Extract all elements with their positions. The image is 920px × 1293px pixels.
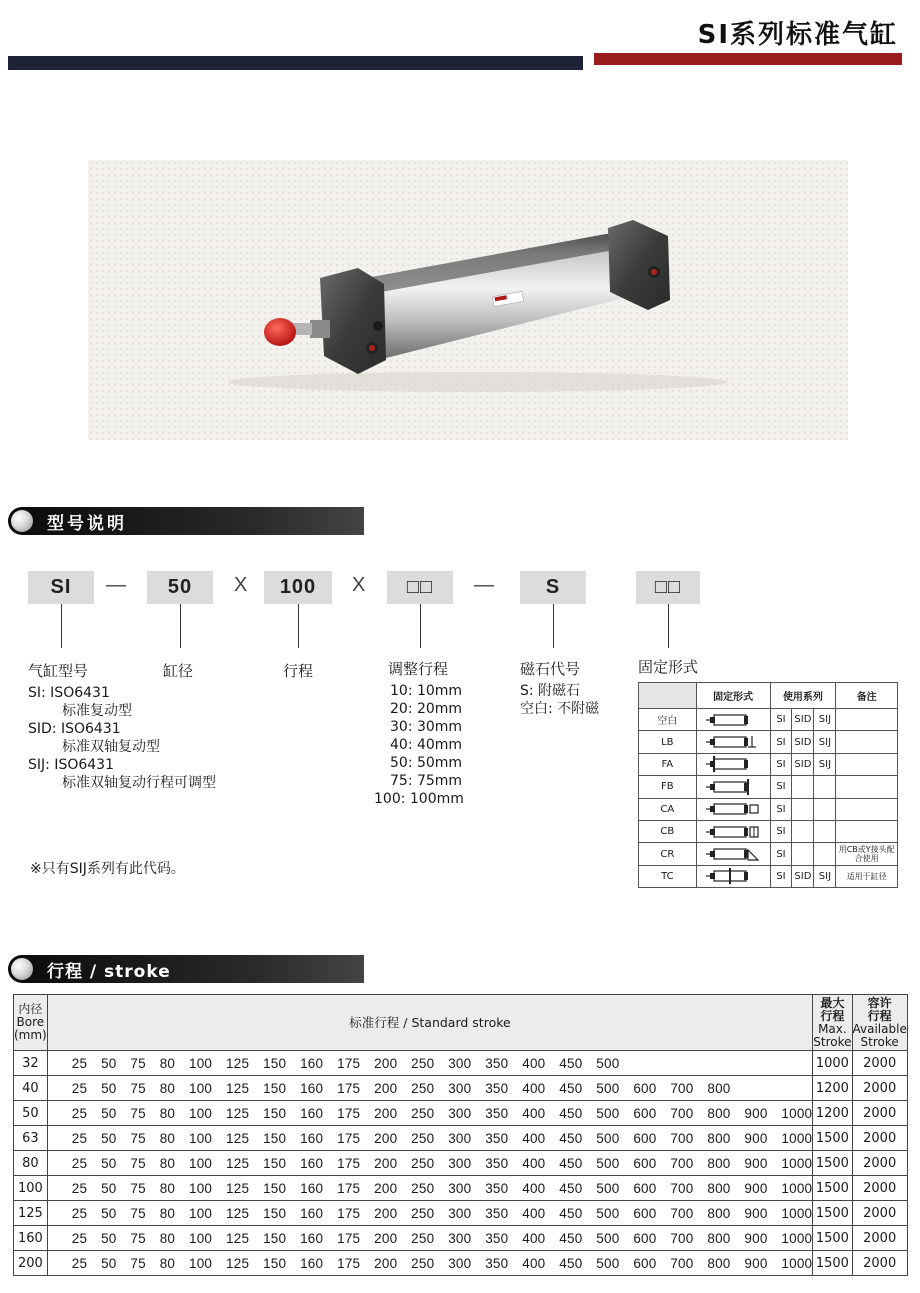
mount-series: SI (770, 865, 792, 887)
cylinder-foot-mount-icon (706, 734, 760, 750)
mount-table-row (639, 820, 898, 842)
mount-series: SIJ (814, 753, 836, 775)
stroke-table-row (14, 1201, 908, 1226)
header-available-line: 行程 (867, 1008, 892, 1023)
bullet-icon (11, 510, 33, 532)
series-note: ※只有SIJ系列有此代码。 (30, 861, 185, 877)
mount-type-table (638, 682, 898, 888)
stroke-table-row (14, 1126, 908, 1151)
mount-series: SI (770, 820, 792, 842)
mount-icon-cell (696, 865, 770, 887)
standard-strokes (47, 1201, 813, 1226)
mount-table-row (639, 798, 898, 820)
standard-strokes-text: 25 50 75 80 100 125 150 160 175 200 250 300 350 400 450 500 (71, 1055, 620, 1071)
mount-series (814, 843, 836, 865)
standard-strokes (47, 1251, 813, 1276)
mount-series (814, 776, 836, 798)
available-stroke-value: 2000 (852, 1076, 907, 1101)
available-stroke-value: 2000 (852, 1101, 907, 1126)
mount-icon-cell (696, 731, 770, 753)
adjust-stroke-block (374, 660, 464, 808)
header-max-line: 行程 (820, 1008, 845, 1023)
leader-line (61, 604, 62, 648)
code-box-series: SI (28, 571, 94, 604)
mount-remark: 用CB或Y接头配合使用 (836, 843, 898, 865)
mount-series: SIJ (814, 731, 836, 753)
mount-code: 空白 (639, 709, 697, 731)
available-stroke-value: 2000 (852, 1176, 907, 1201)
available-stroke-value: 2000 (852, 1201, 907, 1226)
mount-icon-cell (696, 820, 770, 842)
mount-remark (836, 709, 898, 731)
header-rule-navy (8, 56, 583, 70)
max-stroke-value: 1500 (813, 1126, 852, 1151)
adjust-stroke-line: 20: 20mm (390, 701, 463, 717)
mount-code: LB (639, 731, 697, 753)
magnet-line: S: 附磁石 (520, 683, 581, 699)
adjust-stroke-title: 调整行程 (388, 660, 449, 678)
mount-icon-cell (696, 776, 770, 798)
max-stroke-value: 1500 (813, 1226, 852, 1251)
mount-table-corner (639, 683, 697, 709)
mount-header-remark: 备注 (836, 683, 898, 709)
model-type-line: SIJ: ISO6431 (28, 757, 114, 773)
standard-strokes (47, 1226, 813, 1251)
stroke-table-row (14, 1051, 908, 1076)
stroke-table-header (14, 995, 908, 1051)
model-type-line: SID: ISO6431 (28, 721, 121, 737)
bore-value: 50 (14, 1101, 48, 1126)
mount-remark (836, 820, 898, 842)
mount-table-header (639, 683, 898, 709)
code-separator: X (234, 574, 248, 596)
header-bore (14, 995, 48, 1051)
header-max-line: Max. (818, 1021, 847, 1036)
bore-value: 100 (14, 1176, 48, 1201)
cylinder-photo-illustration (88, 160, 848, 440)
standard-strokes-text: 25 50 75 80 100 125 150 160 175 200 250 300 350 400 450 500 600 700 800 900 1000 (71, 1180, 813, 1196)
mount-code: TC (639, 865, 697, 887)
bore-block (163, 662, 193, 684)
mount-series: SID (792, 753, 814, 775)
mount-header-series: 使用系列 (770, 683, 836, 709)
max-stroke-value: 1200 (813, 1101, 852, 1126)
cylinder-rear-flange-icon (706, 779, 760, 795)
stroke-table-row (14, 1101, 908, 1126)
mount-table-row (639, 865, 898, 887)
mount-code: FA (639, 753, 697, 775)
available-stroke-value: 2000 (852, 1226, 907, 1251)
mount-series: SID (792, 709, 814, 731)
mount-code: CA (639, 798, 697, 820)
bullet-icon (11, 958, 33, 980)
adjust-stroke-line: 50: 50mm (390, 755, 463, 771)
available-stroke-value: 2000 (852, 1151, 907, 1176)
standard-strokes (47, 1176, 813, 1201)
stroke-table-row (14, 1176, 908, 1201)
cylinder-basic-icon (706, 712, 760, 728)
code-box-mount: □□ (636, 571, 700, 604)
cylinder-single-clevis-icon (706, 801, 760, 817)
stroke-table (13, 994, 908, 1276)
cylinder-double-clevis-icon (706, 824, 760, 840)
code-separator: X (352, 574, 366, 596)
model-type-line: 标准双轴复动型 (62, 739, 160, 755)
standard-strokes (47, 1076, 813, 1101)
model-type-title: 气缸型号 (28, 662, 89, 680)
mount-code: CB (639, 820, 697, 842)
bore-value: 160 (14, 1226, 48, 1251)
bore-value: 80 (14, 1151, 48, 1176)
stroke-title: 行程 (283, 662, 314, 680)
code-box-adjust: □□ (387, 571, 453, 604)
max-stroke-value: 1500 (813, 1176, 852, 1201)
cylinder-clevis-bracket-icon (706, 846, 760, 862)
header-max-stroke (813, 995, 852, 1051)
mount-icon-cell (696, 798, 770, 820)
adjust-stroke-line: 30: 30mm (390, 719, 463, 735)
mount-series (792, 820, 814, 842)
leader-line (180, 604, 181, 648)
mount-series: SI (770, 753, 792, 775)
mount-table-row (639, 731, 898, 753)
standard-strokes (47, 1051, 813, 1076)
standard-strokes-text: 25 50 75 80 100 125 150 160 175 200 250 300 350 400 450 500 600 700 800 900 1000 (71, 1230, 813, 1246)
mount-table-row (639, 843, 898, 865)
leader-line (420, 604, 421, 648)
mount-icon-cell (696, 753, 770, 775)
mount-code: FB (639, 776, 697, 798)
standard-strokes-text: 25 50 75 80 100 125 150 160 175 200 250 300 350 400 450 500 600 700 800 (71, 1080, 731, 1096)
available-stroke-value: 2000 (852, 1126, 907, 1151)
max-stroke-value: 1500 (813, 1251, 852, 1276)
code-box-stroke: 100 (264, 571, 332, 604)
leader-line (553, 604, 554, 648)
header-max-line: Stroke (813, 1034, 852, 1049)
mount-series (792, 798, 814, 820)
header-available-line: 容许 (867, 995, 892, 1010)
mount-remark: 适用于缸径 (836, 865, 898, 887)
max-stroke-value: 1500 (813, 1201, 852, 1226)
cylinder-front-flange-icon (706, 756, 760, 772)
max-stroke-value: 1000 (813, 1051, 852, 1076)
mount-icon-cell (696, 709, 770, 731)
mount-table-row (639, 753, 898, 775)
mount-series: SI (770, 798, 792, 820)
header-bore-line: 内径 (18, 1002, 43, 1016)
mount-table-row (639, 776, 898, 798)
section-header-model (8, 507, 364, 535)
model-type-line: 标准复动型 (62, 703, 132, 719)
mount-title: 固定形式 (638, 658, 699, 676)
max-stroke-value: 1500 (813, 1151, 852, 1176)
header-available-line: Available (852, 1021, 907, 1036)
mount-remark (836, 731, 898, 753)
standard-strokes-text: 25 50 75 80 100 125 150 160 175 200 250 300 350 400 450 500 600 700 800 900 1000 (71, 1155, 813, 1171)
adjust-stroke-line: 40: 40mm (390, 737, 463, 753)
standard-strokes (47, 1126, 813, 1151)
model-type-line: SI: ISO6431 (28, 685, 110, 701)
stroke-block (283, 662, 313, 684)
mount-code: CR (639, 843, 697, 865)
code-separator: — (474, 574, 494, 596)
header-max-line: 最大 (820, 995, 845, 1010)
mount-header-form: 固定形式 (696, 683, 770, 709)
mount-series: SI (770, 709, 792, 731)
code-box-bore: 50 (147, 571, 213, 604)
magnet-block (520, 660, 599, 718)
mount-series: SIJ (814, 709, 836, 731)
mount-series: SI (770, 776, 792, 798)
available-stroke-value: 2000 (852, 1251, 907, 1276)
model-type-line: 标准双轴复动行程可调型 (62, 775, 216, 791)
product-photo (88, 160, 848, 440)
header-bore-line: Bore (16, 1015, 45, 1029)
adjust-stroke-line: 75: 75mm (390, 773, 463, 789)
standard-strokes (47, 1101, 813, 1126)
mount-series: SID (792, 865, 814, 887)
bore-value: 32 (14, 1051, 48, 1076)
stroke-table-row (14, 1251, 908, 1276)
magnet-line: 空白: 不附磁 (520, 701, 600, 717)
mount-series (792, 776, 814, 798)
magnet-title: 磁石代号 (520, 660, 581, 678)
mount-series: SI (770, 843, 792, 865)
adjust-stroke-line: 10: 10mm (390, 683, 463, 699)
mount-series: SID (792, 731, 814, 753)
stroke-table-row (14, 1226, 908, 1251)
bore-value: 125 (14, 1201, 48, 1226)
leader-line (298, 604, 299, 648)
header-bore-line: (mm) (14, 1028, 47, 1042)
mount-series (792, 843, 814, 865)
mount-remark (836, 798, 898, 820)
mount-series: SI (770, 731, 792, 753)
section-header-stroke (8, 955, 364, 983)
available-stroke-value: 2000 (852, 1051, 907, 1076)
section-title-model: 型号说明 (47, 513, 127, 534)
section-title-stroke: 行程 / stroke (47, 961, 171, 982)
code-separator: — (106, 574, 126, 596)
mount-block (638, 658, 698, 680)
header-available-stroke (852, 995, 907, 1051)
standard-strokes-text: 25 50 75 80 100 125 150 160 175 200 250 300 350 400 450 500 600 700 800 900 1000 (71, 1105, 813, 1121)
header-available-line: Stroke (860, 1034, 899, 1049)
standard-strokes-text: 25 50 75 80 100 125 150 160 175 200 250 300 350 400 450 500 600 700 800 900 1000 (71, 1130, 813, 1146)
cylinder-trunnion-icon (706, 868, 760, 884)
header-rule-red (594, 53, 902, 65)
mount-icon-cell (696, 843, 770, 865)
standard-strokes (47, 1151, 813, 1176)
mount-table-row (639, 709, 898, 731)
mount-series: SIJ (814, 865, 836, 887)
leader-line (668, 604, 669, 648)
page-title: SI系列标准气缸 (697, 20, 898, 50)
max-stroke-value: 1200 (813, 1076, 852, 1101)
bore-value: 63 (14, 1126, 48, 1151)
stroke-table-row (14, 1076, 908, 1101)
header-standard-stroke: 标准行程 / Standard stroke (47, 995, 813, 1051)
mount-remark (836, 753, 898, 775)
bore-value: 200 (14, 1251, 48, 1276)
bore-value: 40 (14, 1076, 48, 1101)
mount-series (814, 820, 836, 842)
bore-title: 缸径 (163, 662, 194, 680)
code-box-magnet: S (520, 571, 586, 604)
mount-remark (836, 776, 898, 798)
standard-strokes-text: 25 50 75 80 100 125 150 160 175 200 250 300 350 400 450 500 600 700 800 900 1000 (71, 1255, 813, 1271)
mount-series (814, 798, 836, 820)
adjust-stroke-line: 100: 100mm (374, 791, 464, 807)
stroke-table-row (14, 1151, 908, 1176)
standard-strokes-text: 25 50 75 80 100 125 150 160 175 200 250 300 350 400 450 500 600 700 800 900 1000 (71, 1205, 813, 1221)
